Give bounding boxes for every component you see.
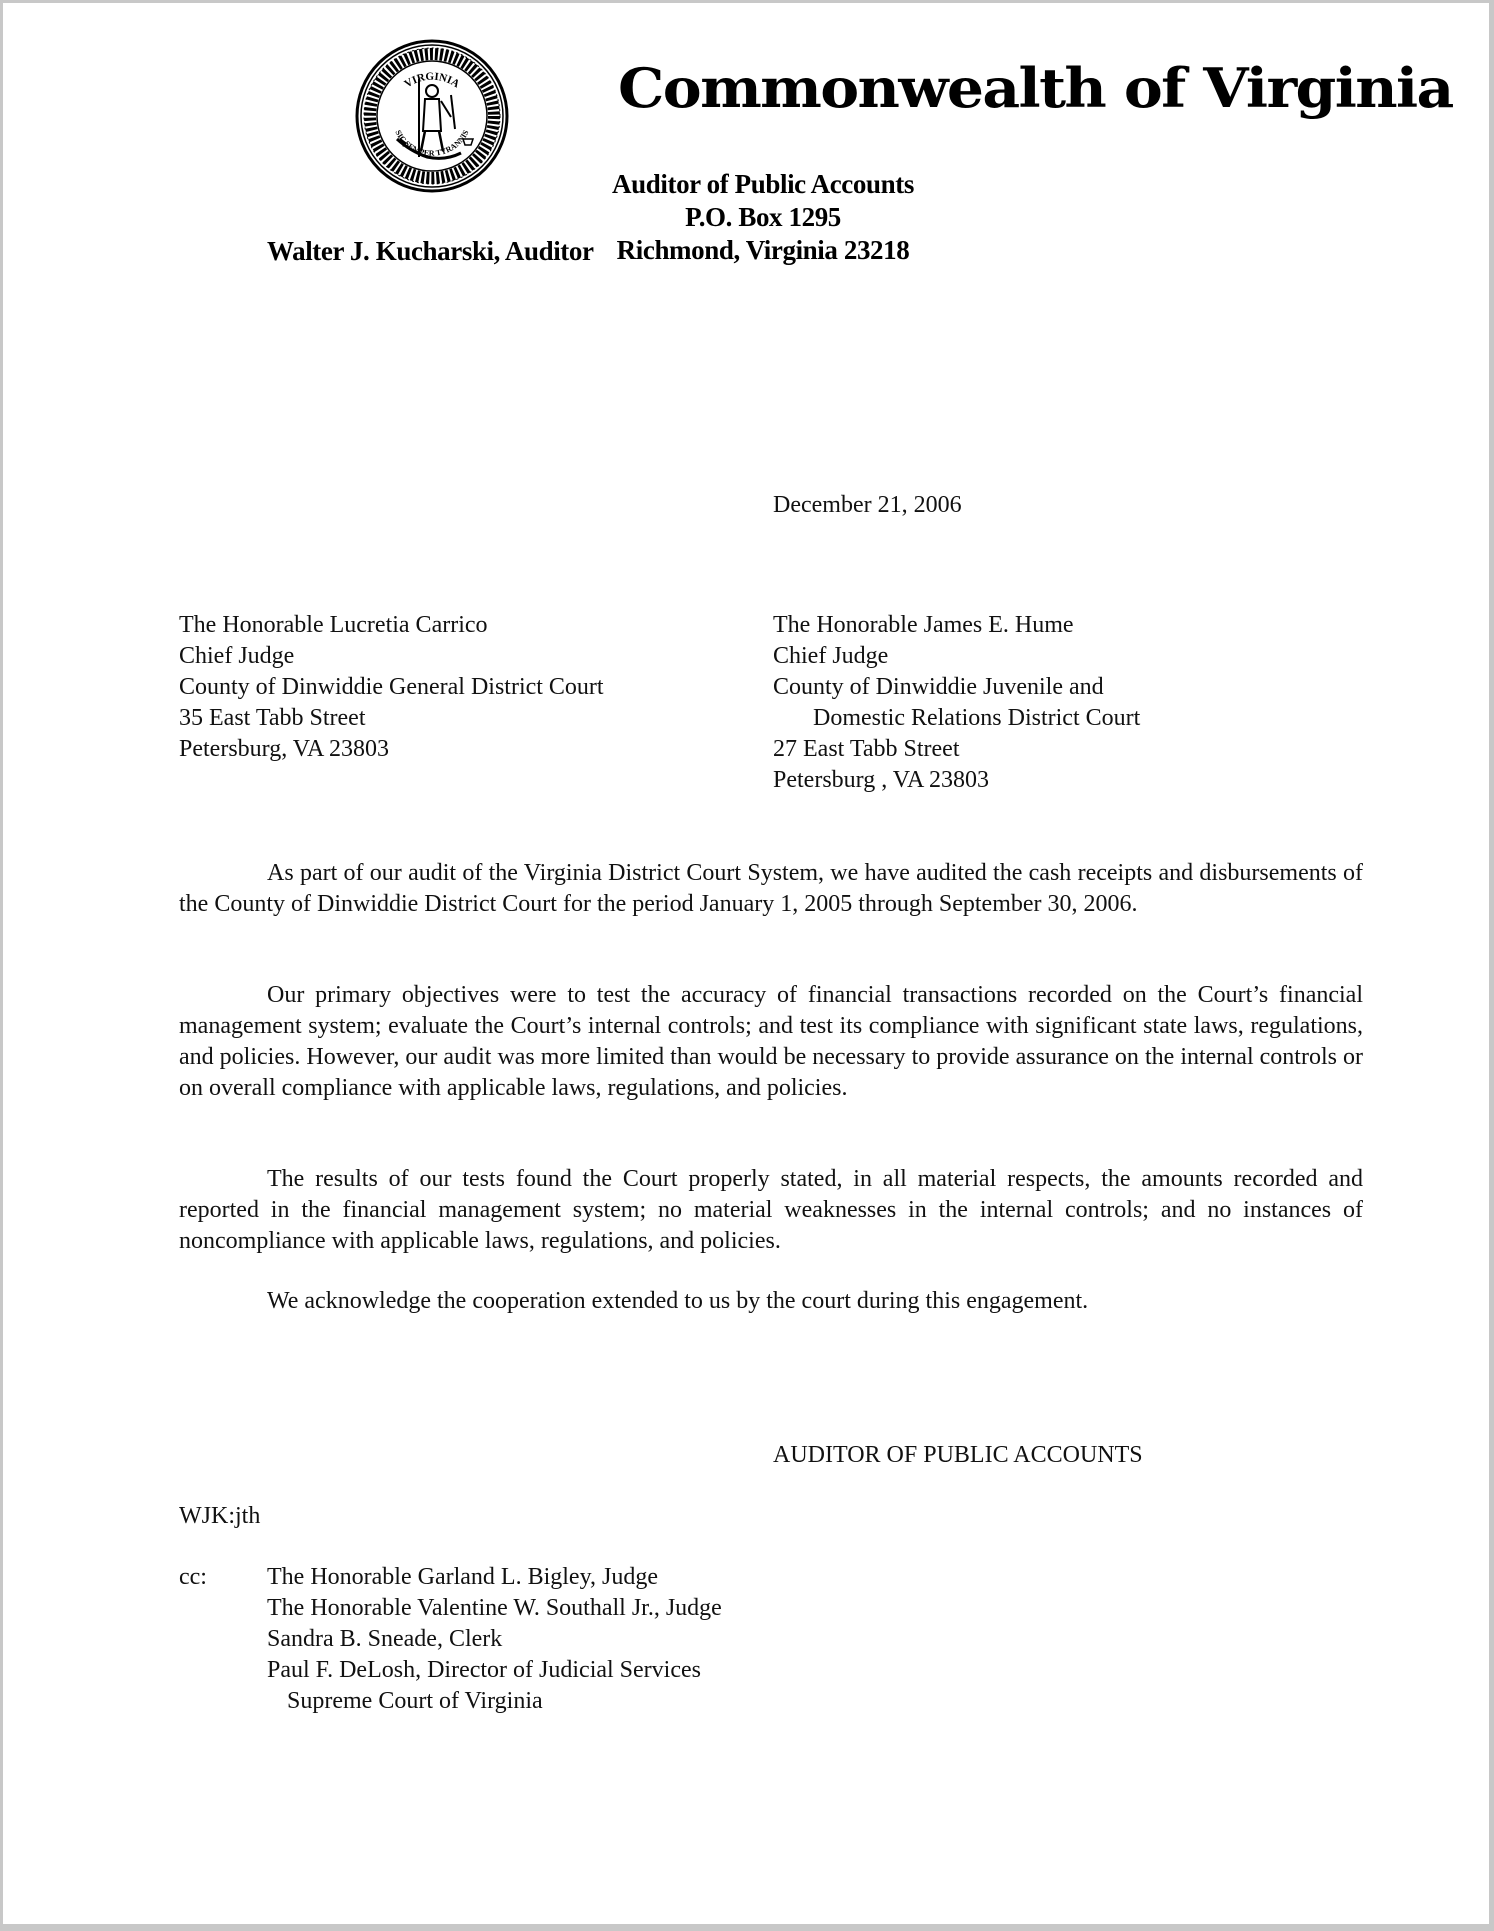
body-paragraph: Our primary objectives were to test the accuracy of financial transactions recorded on the Court’s financial management system; evaluate the Court’s internal controls; and test its compliance with significant state laws, regulations, and policies. However, our audit was more limited than would be necessary to provide assurance on the internal controls or on overall compliance with applicable laws, regulations, and policies. [179,982,1363,1101]
address-line: Petersburg , VA 23803 [773,767,990,793]
recipient-address-left [179,610,604,765]
body-paragraph: The results of our tests found the Court properly stated, in all material respects, the amounts recorded and reported in the financial management system; no material weaknesses in the internal controls; and no instances of noncompliance with applicable laws, regulations, and policies. [179,1166,1363,1254]
address-line: Chief Judge [773,643,889,669]
signature-block: AUDITOR OF PUBLIC ACCOUNTS [773,1442,1143,1468]
cc-recipient: Sandra B. Sneade, Clerk [267,1626,503,1652]
auditor-name: Walter J. Kucharski, Auditor [267,236,594,266]
address-line: The Honorable James E. Hume [773,612,1074,638]
address-line: 27 East Tabb Street [773,736,960,762]
address-line: The Honorable Lucretia Carrico [179,612,488,638]
cc-recipient: Supreme Court of Virginia [287,1688,543,1714]
state-seal-icon [355,39,509,193]
cc-recipient: The Honorable Garland L. Bigley, Judge [267,1564,658,1590]
body-paragraph: As part of our audit of the Virginia District Court System, we have audited the cash receipts and disbursements of the County of Dinwiddie District Court for the period January 1, 2005 through September 30, 2006. [179,860,1363,917]
address-line: County of Dinwiddie General District Court [179,674,604,700]
letter-page [3,3,1489,1924]
recipient-address-right [773,610,1140,796]
address-line: Petersburg, VA 23803 [179,736,390,762]
cc-recipient: The Honorable Valentine W. Southall Jr., Judge [267,1595,722,1621]
city-line: Richmond, Virginia 23218 [616,235,910,265]
letterhead-office-block [563,171,963,270]
cc-label: cc: [179,1564,207,1590]
address-line: 35 East Tabb Street [179,705,366,731]
office-name: Auditor of Public Accounts [612,169,914,199]
letterhead-title: Commonwealth of Virginia [618,56,1453,120]
address-line: County of Dinwiddie Juvenile and [773,674,1104,700]
letter-date: December 21, 2006 [773,492,962,518]
reference-initials: WJK:jth [179,1503,261,1529]
svg-text:VIRGINIA: VIRGINIA [402,70,462,91]
po-box: P.O. Box 1295 [685,202,841,232]
cc-list [267,1562,722,1717]
cc-recipient: Paul F. DeLosh, Director of Judicial Services [267,1657,701,1683]
body-paragraph: We acknowledge the cooperation extended to us by the court during this engagement. [267,1288,1089,1314]
address-line: Domestic Relations District Court [813,705,1141,731]
svg-text:SIC SEMPER TYRANNIS: SIC SEMPER TYRANNIS [393,128,471,158]
address-line: Chief Judge [179,643,295,669]
